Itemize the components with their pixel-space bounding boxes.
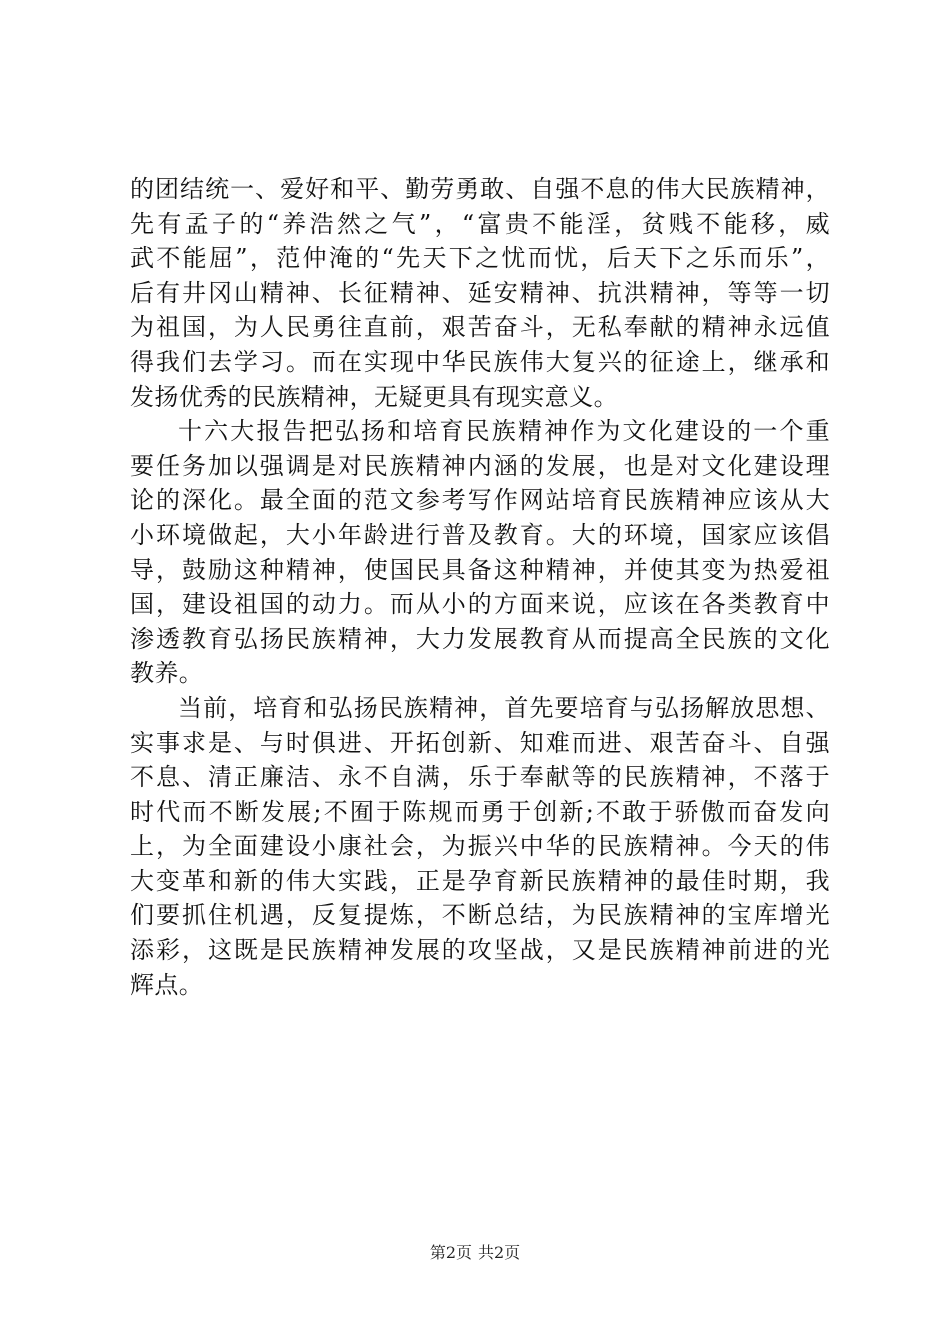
text-line: 渗透教育弘扬民族精神，大力发展教育从而提高全民族的文化 <box>130 624 830 653</box>
text-line: 教养。 <box>130 659 204 688</box>
text-line: 时代而不断发展;不囿于陈规而勇于创新;不敢于骄傲而奋发向 <box>130 797 830 826</box>
document-body <box>130 172 830 1002</box>
text-line: 要任务加以强调是对民族精神内涵的发展，也是对文化建设理 <box>130 451 830 480</box>
text-line: 不息、清正廉洁、永不自满，乐于奉献等的民族精神，不落于 <box>130 763 830 792</box>
paragraph-first-line: 十六大报告把弘扬和培育民族精神作为文化建设的一个重 <box>178 417 830 446</box>
text-line: 后有井冈山精神、长征精神、延安精神、抗洪精神，等等一切 <box>130 278 830 307</box>
text-line: 上，为全面建设小康社会，为振兴中华的民族精神。今天的伟 <box>130 832 830 861</box>
text-line: 先有孟子的“养浩然之气”，“富贵不能淫，贫贱不能移，威 <box>130 209 830 238</box>
text-line: 添彩，这既是民族精神发展的攻坚战，又是民族精神前进的光 <box>130 936 830 965</box>
text-line: 们要抓住机遇，反复提炼，不断总结，为民族精神的宝库增光 <box>130 901 830 930</box>
text-line: 国，建设祖国的动力。而从小的方面来说，应该在各类教育中 <box>130 590 830 619</box>
text-line: 辉点。 <box>130 970 204 999</box>
text-line: 论的深化。最全面的范文参考写作网站培育民族精神应该从大 <box>130 486 830 515</box>
text-line: 实事求是、与时俱进、开拓创新、知难而进、艰苦奋斗、自强 <box>130 728 830 757</box>
text-line: 武不能屈”，范仲淹的“先天下之忧而忧，后天下之乐而乐”， <box>130 244 830 273</box>
text-line: 小环境做起，大小年龄进行普及教育。大的环境，国家应该倡 <box>130 520 830 549</box>
text-line: 的团结统一、爱好和平、勤劳勇敢、自强不息的伟大民族精神， <box>130 175 830 203</box>
paragraph-first-line: 当前，培育和弘扬民族精神，首先要培育与弘扬解放思想、 <box>178 693 830 722</box>
text-line: 大变革和新的伟大实践，正是孕育新民族精神的最佳时期，我 <box>130 866 830 895</box>
text-line: 为祖国，为人民勇往直前，艰苦奋斗，无私奉献的精神永远值 <box>130 313 830 342</box>
page-footer <box>0 1242 950 1264</box>
text-line: 发扬优秀的民族精神，无疑更具有现实意义。 <box>130 382 618 411</box>
page-number: 第2页 <box>429 1243 472 1262</box>
text-line: 导，鼓励这种精神，使国民具备这种精神，并使其变为热爱祖 <box>130 555 830 584</box>
page-total: 共2页 <box>478 1243 521 1262</box>
text-line: 得我们去学习。而在实现中华民族伟大复兴的征途上，继承和 <box>130 347 830 376</box>
